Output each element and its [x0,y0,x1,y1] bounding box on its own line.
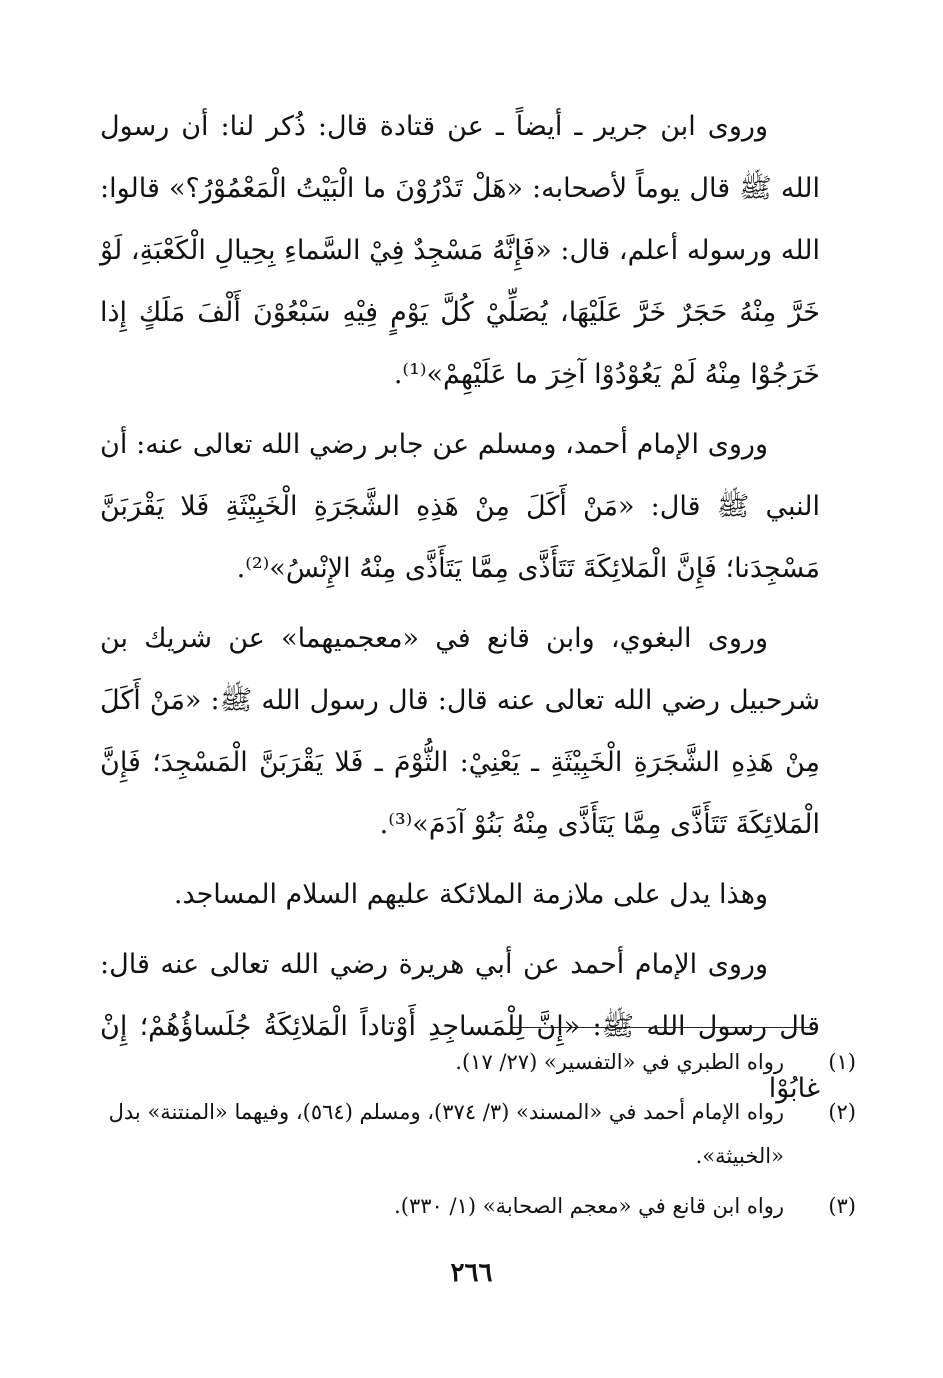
paragraph: وروى الإمام أحمد، ومسلم عن جابر رضي الله تعالى عنه: أن النبي ﷺ قال: «مَنْ أَكَلَ مِنْ هَذِهِ الشَّجَرَةِ الْخَبِيْثَةِ فَلا يَقْرَبَنَّ مَسْجِدَنا؛ فَإِنَّ الْمَلائِكَةَ تَتَأَذَّى مِمَّا يَتَأَذَّى مِنْهُ الإِنْسُ»⁽²⁾. [100,429,820,584]
paragraph: وروى ابن جرير ـ أيضاً ـ عن قتادة قال: ذُكر لنا: أن رسول الله ﷺ قال يوماً لأصحابه: «هَلْ تَدْرُوْنَ ما الْبَيْتُ الْمَعْمُوْرُ؟» قالوا: الله ورسوله أعلم، قال: «فَإِنَّهُ مَسْجِدٌ فِيْ السَّماءِ بِحِيالِ الْكَعْبَةِ، لَوْ خَرَّ مِنْهُ حَجَرٌ خَرَّ عَلَيْهَا، يُصَلِّيْ كُلَّ يَوْمٍ فِيْهِ سَبْعُوْنَ أَلْفَ مَلَكٍ إِذا خَرَجُوْا مِنْهُ لَمْ يَعُوْدُوْا آخِرَ ما عَلَيْهِمْ»⁽¹⁾. [100,111,820,390]
footnote-text: رواه الإمام أحمد في «المسند» (٣/ ٣٧٤)، ومسلم (٥٦٤)، وفيهما «المنتنة» بدل «الخبيثة». [108,1100,784,1168]
footnote-item [100,1184,856,1228]
footnotes [100,1040,856,1234]
page-number: ٢٦٦ [450,1258,493,1288]
paragraph: وروى البغوي، وابن قانع في «معجميهما» عن شريك بن شرحبيل رضي الله تعالى عنه قال: قال رسول الله ﷺ: «مَنْ أَكَلَ مِنْ هَذِهِ الشَّجَرَةِ الْخَبِيْثَةِ ـ يَعْنِيْ: الثُّوْمَ ـ فَلا يَقْرَبَنَّ الْمَسْجِدَ؛ فَإِنَّ الْمَلائِكَةَ تَتَأَذَّى مِمَّا يَتَأَذَّى مِنْهُ بَنُوْ آدَمَ»⁽³⁾. [100,623,820,840]
footnote-number: (٢) [828,1100,856,1124]
footnote-item [100,1040,856,1084]
paragraph: وروى الإمام أحمد عن أبي هريرة رضي الله تعالى عنه قال: قال رسول الله ﷺ: «إِنَّ لِلْمَساجِدِ أَوْتاداً الْمَلائِكَةُ جُلَساؤُهُمْ؛ إِنْ غابُوْا [100,949,820,1104]
footnote-separator [510,1027,813,1028]
footnote-item [100,1090,856,1178]
paragraph: وهذا يدل على ملازمة الملائكة عليهم السلام المساجد. [173,879,768,910]
main-text-body [100,96,856,1120]
footnote-number: (١) [828,1050,856,1074]
footnote-number: (٣) [828,1194,856,1218]
footnote-text: رواه ابن قانع في «معجم الصحابة» (١/ ٣٣٠). [394,1194,784,1218]
footnote-text: رواه الطبري في «التفسير» (٢٧/ ١٧). [455,1050,784,1074]
